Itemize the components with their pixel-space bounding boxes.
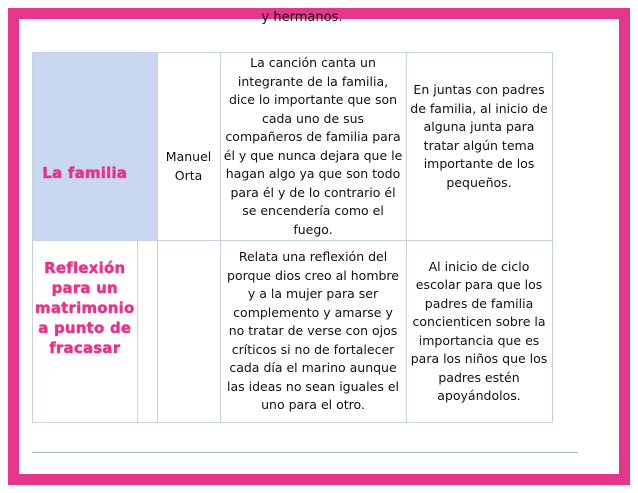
title-cell: [33, 53, 138, 241]
application-cell: [406, 53, 552, 241]
songs-table: [32, 52, 553, 423]
description-cell: [220, 241, 406, 423]
spacer-cell: [137, 241, 157, 423]
application-cell: [406, 241, 552, 423]
author-cell: [157, 241, 220, 423]
table-row: [33, 241, 553, 423]
bottom-rule: [32, 452, 578, 453]
description-cell: [220, 53, 406, 241]
author-cell: [157, 53, 220, 241]
song-author: Manuel Orta: [165, 149, 212, 183]
song-description: La canción canta un integrante de la familia, dice lo importante que son cada uno de sus compañeros de familia para él y que nunca dejara que le hagan algo ya que son todo para él y de lo contrario él se encendería como el fuego.: [223, 55, 403, 237]
song-application: En juntas con padres de familia, al inicio de alguna junta para tratar algún tema importante de los pequeños.: [410, 82, 548, 190]
continued-text: y hermanos.: [261, 10, 343, 25]
title-cell: [33, 241, 138, 423]
song-title: Reflexión para un matrimonio a punto de fracasar: [35, 258, 135, 357]
song-description: Relata una reflexión del porque dios creo al hombre y a la mujer para ser complemento y amarse y no tratar de verse con ojos críticos si no de fortalecer cada día el marino aunque las ideas no sean iguales el uno para el otro.: [227, 249, 399, 413]
spacer-cell: [137, 53, 157, 241]
song-application: Al inicio de ciclo escolar para que los padres de familia concienticen sobre la importancia que es para los niños que los padres estén apoyándolos.: [410, 258, 548, 403]
song-title: La familia: [42, 163, 128, 182]
table-row: [33, 53, 553, 241]
